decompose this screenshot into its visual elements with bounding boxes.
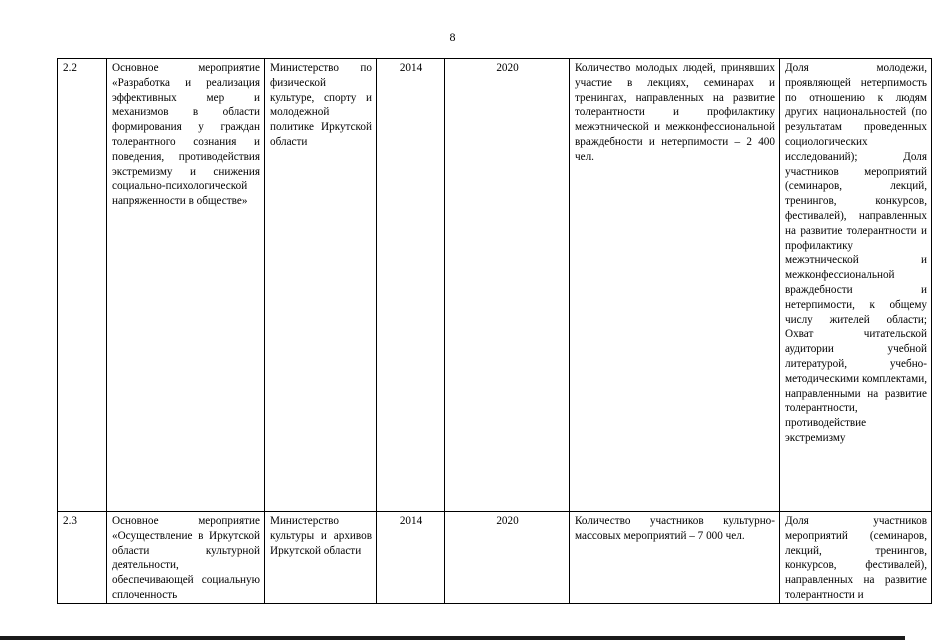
end-year-cell: 2020: [445, 59, 570, 512]
end-year-cell: 2020: [445, 512, 570, 604]
target-indicators-cell: Доля молодежи, проявляющей нетерпимость по отношению к людям других национальностей (по результатам проведенных социологических исследований); Доля участников мероприятий (семинаров, лекций, тренингов, конкурсов, фестивалей), направленных на развитие толерантности и профилактику межэтнической и межконфессиональной враждебности и нетерпимости, к общему числу жителей области; Охват читательской аудитории учебной литературой, учебно-методическими комплектами, направленными на развитие толерантности, противодействие экстремизму: [780, 59, 932, 512]
event-name-cell: Основное мероприятие «Разработка и реализация эффективных мер и механизмов в области формирования у граждан толерантного сознания и поведения, противодействия экстремизму и снижения социально-психологической напряженности в обществе»: [107, 59, 265, 512]
start-year-cell: 2014: [377, 59, 445, 512]
expected-result-cell: Количество молодых людей, принявших участие в лекциях, семинарах и тренингах, направленных на развитие толерантности и профилактику межэтнической и межконфессиональной враждебности и нетерпимости – 2 400 чел.: [570, 59, 780, 512]
executor-cell: Министерство культуры и архивов Иркутской области: [265, 512, 377, 604]
start-year-cell: 2014: [377, 512, 445, 604]
executor-cell: Министерство по физической культуре, спорту и молодежной политике Иркутской области: [265, 59, 377, 512]
table-row: [58, 59, 932, 512]
row-number-cell: 2.2: [58, 59, 107, 512]
row-number-cell: 2.3: [58, 512, 107, 604]
expected-result-cell: Количество участников культурно-массовых мероприятий – 7 000 чел.: [570, 512, 780, 604]
page-number: 8: [449, 30, 456, 44]
scan-bottom-edge: [0, 636, 905, 640]
target-indicators-cell: Доля участников мероприятий (семинаров, лекций, тренингов, конкурсов, фестивалей), направленных на развитие толерантности и: [780, 512, 932, 604]
table-row: [58, 512, 932, 604]
program-events-table: [57, 58, 932, 604]
event-name-cell: Основное мероприятие «Осуществление в Иркутской области культурной деятельности, обеспечивающей социальную сплоченность: [107, 512, 265, 604]
